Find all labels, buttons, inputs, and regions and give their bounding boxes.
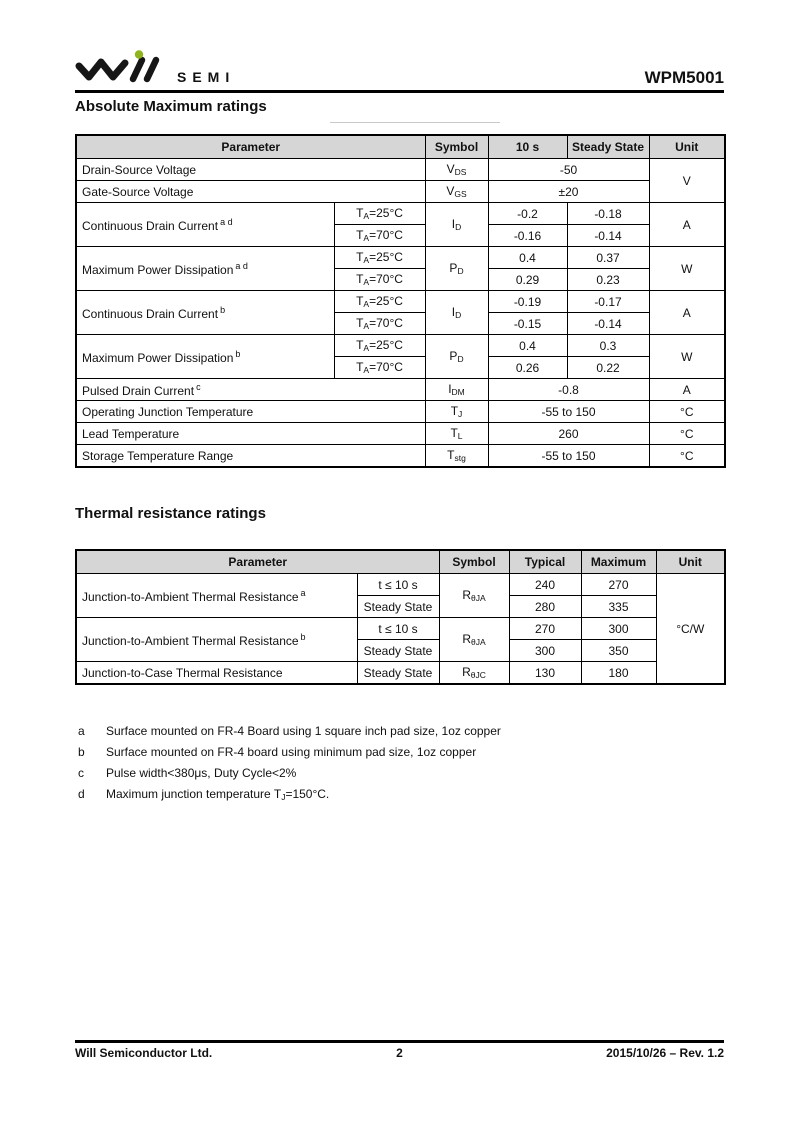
value-cell: 0.4 [488,335,567,357]
value-cell: -55 to 150 [488,445,649,468]
value-cell: 300 [581,618,656,640]
symbol-cell: $T_{stg}$ [425,445,488,468]
unit-cell: A [649,379,725,401]
param-cell: Maximum Power Dissipation $^b$ [76,335,334,379]
param-cell: Lead Temperature [76,423,425,445]
value-cell: 240 [509,574,581,596]
column-header-symbol: Symbol [439,550,509,574]
page-footer [75,1040,724,1060]
column-header-typical: Typical [509,550,581,574]
footer-company: Will Semiconductor Ltd. [75,1046,213,1060]
value-cell: 335 [581,596,656,618]
table-row [76,401,725,423]
part-number: WPM5001 [644,68,724,87]
footnote-text: Surface mounted on FR-4 Board using 1 square inch pad size, 1oz copper [106,724,501,738]
unit-cell: °C [649,445,725,468]
value-cell: -0.2 [488,203,567,225]
column-header-unit: Unit [649,135,725,159]
footnote-key: d [78,787,85,801]
table-row [76,159,725,181]
condition-cell: t ≤ 10 s [357,618,439,640]
condition-cell: $T_A=25^\circ C$ [334,291,425,313]
value-cell: 0.22 [567,357,649,379]
unit-cell: °C/W [656,574,725,685]
footnote-d [78,784,501,808]
condition-cell: $T_A=25^\circ C$ [334,203,425,225]
column-header-10s: 10 s [488,135,567,159]
value-cell: 180 [581,662,656,685]
table-row [76,291,725,313]
symbol-cell: $R_{\theta JA}$ [439,574,509,618]
column-header-steady-state: Steady State [567,135,649,159]
value-cell: -0.14 [567,313,649,335]
condition-cell: $T_A=70^\circ C$ [334,225,425,247]
value-cell: 0.4 [488,247,567,269]
value-cell: -0.18 [567,203,649,225]
value-cell: -0.8 [488,379,649,401]
value-cell: -0.16 [488,225,567,247]
condition-cell: $T_A=70^\circ C$ [334,313,425,335]
unit-cell: °C [649,401,725,423]
logo-green-dot [135,50,143,58]
value-cell: 0.37 [567,247,649,269]
value-cell: 270 [509,618,581,640]
footnotes [78,721,501,808]
footnote-key: b [78,745,85,759]
thermal-table [75,549,726,685]
abs-max-table [75,134,726,468]
table-row [76,335,725,357]
symbol-cell: $V_{GS}$ [425,181,488,203]
param-cell: Gate-Source Voltage [76,181,425,203]
symbol-cell: $P_D$ [425,247,488,291]
symbol-cell: $V_{DS}$ [425,159,488,181]
value-cell: -55 to 150 [488,401,649,423]
table-row [76,203,725,225]
footnote-key: a [78,724,85,738]
param-cell: Continuous Drain Current $^{a d}$ [76,203,334,247]
condition-cell: $T_A=70^\circ C$ [334,357,425,379]
table-row [76,181,725,203]
thermal-title: Thermal resistance ratings [75,505,266,522]
value-cell: -0.15 [488,313,567,335]
value-cell: 0.3 [567,335,649,357]
unit-cell: W [649,247,725,291]
column-header-unit: Unit [656,550,725,574]
param-cell: Junction-to-Case Thermal Resistance [76,662,357,685]
param-cell: Junction-to-Ambient Thermal Resistance $^b$ [76,618,357,662]
condition-cell: $T_A=25^\circ C$ [334,247,425,269]
willsemi-logo-icon [75,50,167,88]
column-header-maximum: Maximum [581,550,656,574]
value-cell: -50 [488,159,649,181]
value-cell: -0.17 [567,291,649,313]
unit-cell: W [649,335,725,379]
value-cell: 0.29 [488,269,567,291]
table-row [76,618,725,640]
unit-cell: V [649,159,725,203]
param-cell: Continuous Drain Current $^b$ [76,291,334,335]
footnote-a [78,721,501,742]
footnote-text: Pulse width<380μs, Duty Cycle<2% [106,766,297,780]
footer-revision: 2015/10/26 – Rev. 1.2 [606,1046,724,1060]
symbol-cell: $I_D$ [425,291,488,335]
value-cell: -0.14 [567,225,649,247]
footer-page-number: 2 [396,1046,403,1060]
value-cell: 130 [509,662,581,685]
value-cell: 300 [509,640,581,662]
condition-cell: Steady State [357,662,439,685]
symbol-cell: $T_L$ [425,423,488,445]
param-cell: Maximum Power Dissipation $^{a d}$ [76,247,334,291]
table-header-row [76,135,725,159]
table-row [76,445,725,468]
value-cell: -0.19 [488,291,567,313]
value-cell: 280 [509,596,581,618]
symbol-cell: $R_{\theta JC}$ [439,662,509,685]
company-logo [75,50,235,90]
abs-max-title: Absolute Maximum ratings [75,98,267,115]
unit-cell: A [649,291,725,335]
column-header-parameter: Parameter [76,135,425,159]
condition-cell: Steady State [357,596,439,618]
table-row [76,379,725,401]
table-header-row [76,550,725,574]
unit-cell: A [649,203,725,247]
footnote-key: c [78,766,84,780]
column-header-symbol: Symbol [425,135,488,159]
page-header [75,50,724,93]
footnote-text: Surface mounted on FR-4 board using minimum pad size, 1oz copper [106,745,477,759]
param-cell: Operating Junction Temperature [76,401,425,423]
symbol-cell: $I_D$ [425,203,488,247]
scan-artifact-line [330,122,500,123]
param-cell: Drain-Source Voltage [76,159,425,181]
value-cell: 270 [581,574,656,596]
brand-text: SEMI [177,69,236,85]
symbol-cell: $R_{\theta JA}$ [439,618,509,662]
param-cell: Pulsed Drain Current $^c$ [76,379,425,401]
value-cell: 350 [581,640,656,662]
value-cell: ±20 [488,181,649,203]
condition-cell: $T_A=70^\circ C$ [334,269,425,291]
param-cell: Storage Temperature Range [76,445,425,468]
footnote-text: Maximum junction temperature $T_J=150^\circ C$. [106,787,330,802]
footnote-c [78,763,501,784]
symbol-cell: $T_J$ [425,401,488,423]
table-row [76,574,725,596]
condition-cell: Steady State [357,640,439,662]
value-cell: 260 [488,423,649,445]
condition-cell: $T_A=25^\circ C$ [334,335,425,357]
table-row [76,247,725,269]
column-header-parameter: Parameter [76,550,439,574]
table-row [76,662,725,685]
unit-cell: °C [649,423,725,445]
footnote-b [78,742,501,763]
symbol-cell: $P_D$ [425,335,488,379]
param-cell: Junction-to-Ambient Thermal Resistance $^a$ [76,574,357,618]
symbol-cell: $I_{DM}$ [425,379,488,401]
value-cell: 0.26 [488,357,567,379]
table-row [76,423,725,445]
value-cell: 0.23 [567,269,649,291]
condition-cell: t ≤ 10 s [357,574,439,596]
